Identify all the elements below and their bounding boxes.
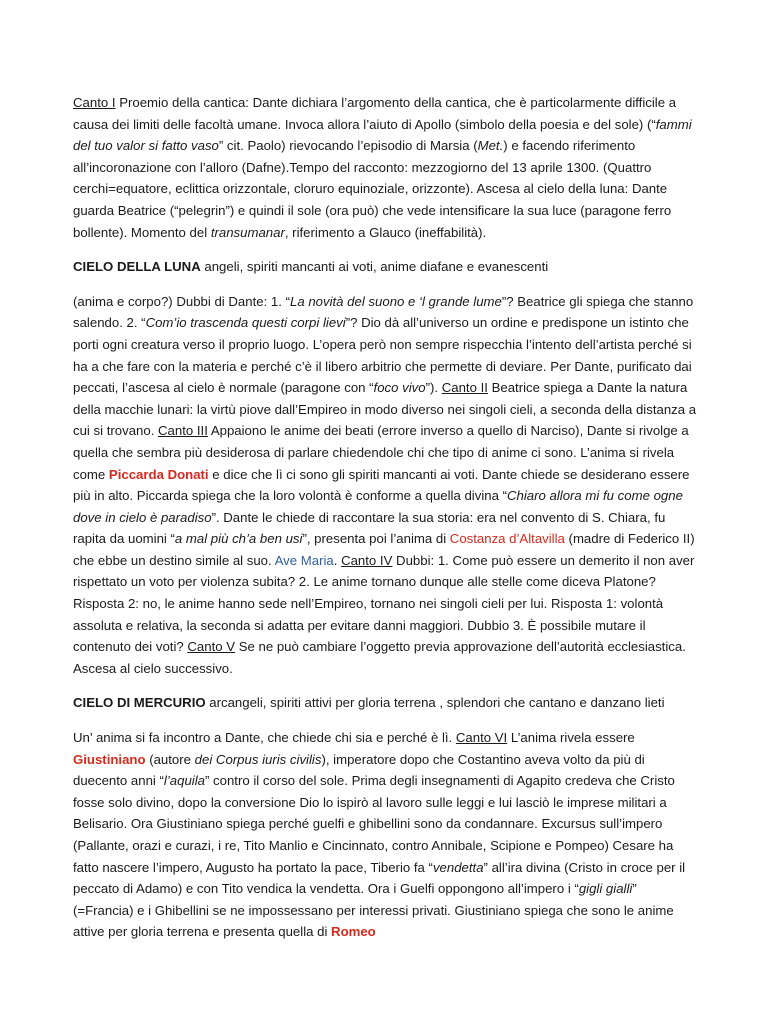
text-run: Beatrice spiega a Dante la natura della macchie lunari: la virtù piove dall’Empireo in modo diverso nei singoli cieli, a seconda della distanza a cui si trovano. [73, 380, 697, 439]
text-run: ” (=Francia) e i Ghibellini se ne impossessano per interessi privati. Giustiniano spiega che sono le anime attive per gloria terrena e presenta quella di [73, 881, 674, 940]
quote-vendetta: vendetta [432, 859, 484, 875]
heading-cielo-luna [73, 256, 697, 278]
canto-iii-label: Canto III [158, 423, 208, 439]
canto-i-label: Canto I [73, 95, 116, 110]
name-giustiniano: Giustiniano [73, 751, 146, 767]
name-romeo: Romeo [331, 924, 376, 940]
section-title-mercurio: CIELO DI MERCURIO [73, 695, 206, 711]
quote-corpus: dei Corpus iuris civilis [194, 751, 322, 767]
text-run: ”? Dio dà all’universo un ordine e predispone un istinto che porti ogni creatura verso il proprio luogo. L’opera però non sempre rispecchia l’intento dell’artista perché si ha a che fare con la materia e perché c’è il libero arbitrio che permette di deviare. Per Dante, purificato dai peccati, l’ascesa al cielo è normale (paragone con “ [73, 315, 692, 396]
name-costanza-altavilla: Costanza d’Altavilla [449, 531, 565, 547]
paragraph-luna [73, 291, 697, 680]
text-run: Appaiono le anime dei beati (errore inverso a quello di Narciso), Dante si rivolge a quella che sembra più desiderosa di parlare chiedendole chi che tipo di anime ci sono. L’anima si rivela come [73, 423, 689, 482]
quote-fammi: fammi del tuo valor si fatto vaso [73, 116, 692, 154]
canto-iv-label: Canto IV [341, 552, 393, 568]
text-run: ” all’ira divina (Cristo in croce per il peccato di Adamo) e con Tito vendica la vendetta. Ora i Guelfi oppongono all’impero i “ [73, 859, 686, 897]
text-run: (anima e corpo?) Dubbi di Dante: 1. “ [73, 293, 290, 309]
text-run: Dubbi: 1. Come può essere un demerito il non aver rispettato un voto per violenza subita? 2. Le anime tornano dunque alle stelle come diceva Platone? Risposta 2: no, le anime hanno sede nell’Empireo, tornano nei singoli cieli per lui. Risposta 1: volontà assoluta e relativa, la seconda si adatta per evitare danni maggiori. Dubbio 3. È possibile mutare il contenuto dei voti? [73, 552, 695, 655]
canto-v-label: Canto V [187, 639, 236, 655]
quote-trascenda: Com’io trascenda questi corpi lievi [145, 315, 346, 331]
quote-foco-vivo: foco vivo [373, 380, 426, 396]
section-desc-mercurio: arcangeli, spiriti attivi per gloria terrena , splendori che cantano e danzano lieti [205, 695, 665, 711]
document-body [73, 92, 697, 956]
text-run: e dice che lì ci sono gli spiriti mancanti ai voti. Dante chiede se desiderano essere più in alto. Piccarda spiega che la loro volontà è conforme a quella divina “ [73, 466, 690, 504]
text-run: (autore [145, 751, 195, 767]
text-run: ”). [425, 380, 442, 396]
term-transumanar: transumanar [210, 224, 285, 240]
text-run: , riferimento a Glauco (ineffabilità). [284, 224, 487, 240]
text-ave-maria: Ave Maria [274, 552, 334, 568]
text-run: ” cit. Paolo) rievocando l’episodio di Marsia ( [218, 138, 478, 154]
text-run: ”? Beatrice gli spiega che stanno salendo. 2. “ [73, 293, 694, 331]
canto-vi-label: Canto VI [455, 730, 508, 746]
canto-ii-label: Canto II [441, 380, 488, 396]
text-run: Se ne può cambiare l’oggetto previa approvazione dell’autorità ecclesiastica. Ascesa al cielo successivo. [73, 639, 686, 676]
section-title-luna: CIELO DELLA LUNA [73, 259, 201, 275]
text-run: ” contro il corso del sole. Prima degli insegnamenti di Agapito credeva che Cristo fosse solo divino, dopo la conversione Dio lo ispirò al lavoro sulle leggi e lui lasciò le imprese militari a Belisario. Ora Giustiniano spiega perché guelfi e ghibellini sono da condannare. Excursus sull’impero (Pallante, orazi e curazi, i re, Tito Manlio e Cincinnato, contro Annibale, Scipione e Pompeo) Cesare ha fatto nascere l’impero, Augusto ha portato la pace, Tiberio fa “ [73, 773, 675, 875]
text-run: L’anima rivela essere [507, 730, 635, 746]
paragraph-mercurio [73, 727, 697, 943]
paragraph-canto-1 [73, 92, 697, 243]
quote-chiaro-allora: Chiaro allora mi fu come ogne dove in cielo è paradiso [73, 488, 683, 525]
quote-novita: La novità del suono e ‘l grande lume [289, 293, 502, 309]
text-run: Un’ anima si fa incontro a Dante, che chiede chi sia e perché è lì. [73, 730, 456, 746]
text-run: ”, presenta poi l’anima di [302, 531, 450, 547]
text-run: ”. Dante le chiede di raccontare la sua storia: era nel convento di S. Chiara, fu rapita da uomini “ [73, 509, 666, 547]
quote-met: Met. [477, 138, 504, 154]
text-run: ), imperatore dopo che Costantino aveva volto da più di duecento anni “ [73, 751, 645, 789]
text-run: . [333, 552, 342, 568]
quote-aquila: l’aquila [163, 773, 205, 789]
quote-gigli-gialli: gigli gialli [578, 881, 633, 897]
section-desc-luna: angeli, spiriti mancanti ai voti, anime diafane e evanescenti [200, 259, 549, 275]
heading-cielo-mercurio [73, 692, 697, 714]
quote-a-mal-piu: a mal più ch’a ben usi [174, 531, 303, 547]
name-piccarda-donati: Piccarda Donati [108, 466, 209, 482]
text-run: Proemio della cantica: Dante dichiara l’argomento della cantica, che è particolarmente difficile a causa dei limiti delle facoltà umane. Invoca allora l’aiuto di Apollo (simbolo della poesia e del sole) (“ [73, 95, 677, 132]
text-run: ) e facendo riferimento all’incoronazione con l’alloro (Dafne).Tempo del racconto: mezzogiorno del 13 aprile 1300. (Quattro cerchi=equatore, eclittica orizzontale, cloruro equinoziale, orizzonte). Ascesa al cielo della luna: Dante guarda Beatrice (“pelegrin”) e quindi il sole (ora può) che vede intensificare la sua luce (paragone ferro bollente). Momento del [73, 138, 672, 240]
text-run: (madre di Federico II) che ebbe un destino simile al suo. [73, 531, 695, 568]
